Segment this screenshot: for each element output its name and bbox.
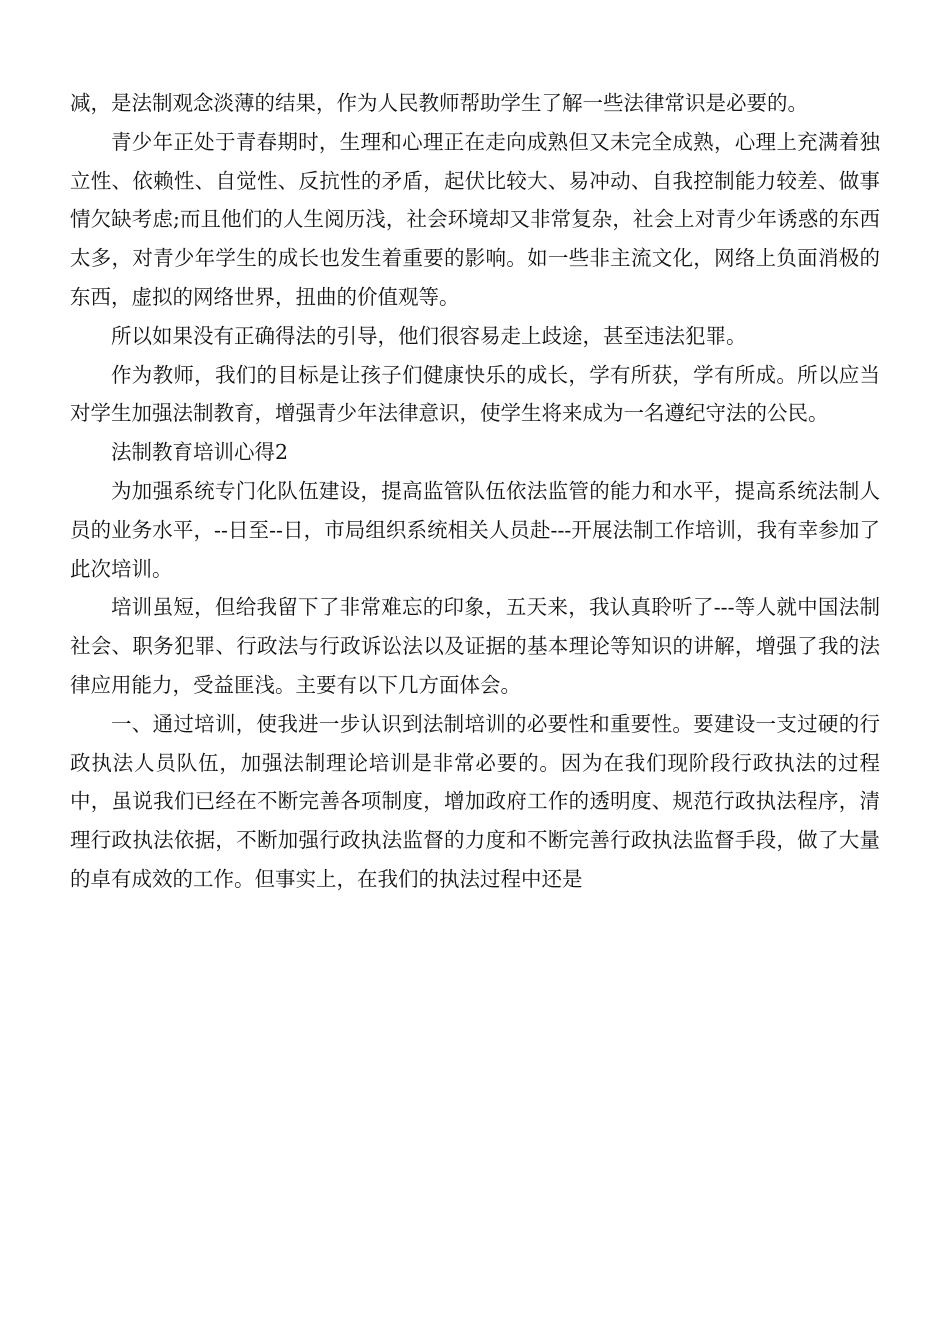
paragraph-continuation: 减，是法制观念淡薄的结果，作为人民教师帮助学生了解一些法律常识是必要的。 xyxy=(70,91,808,115)
paragraph-teacher-goal: 作为教师，我们的目标是让孩子们健康快乐的成长，学有所获，学有所成。所以应当对学生加强法制教育，增强青少年法律意识，使学生将来成为一名遵纪守法的公民。 xyxy=(70,362,880,426)
paragraph-training-intro: 为加强系统专门化队伍建设，提高监管队伍依法监管的能力和水平，提高系统法制人员的业务水平，--日至--日，市局组织系统相关人员赴---开展法制工作培训，我有幸参加了此次培训。 xyxy=(70,478,880,581)
document-page xyxy=(70,84,880,899)
paragraph-youth-psychology: 青少年正处于青春期时，生理和心理正在走向成熟但又未完全成熟，心理上充满着独立性、依赖性、自觉性、反抗性的矛盾，起伏比较大、易冲动、自我控制能力较差、做事情欠缺考虑;而且他们的人生阅历浅，社会环境却又非常复杂，社会上对青少年诱惑的东西太多，对青少年学生的成长也发生着重要的影响。如一些非主流文化，网络上负面消极的东西，虚拟的网络世界，扭曲的价值观等。 xyxy=(70,129,880,309)
section-heading: 法制教育培训心得2 xyxy=(111,440,289,465)
paragraph-point-one: 一、通过培训，使我进一步认识到法制培训的必要性和重要性。要建设一支过硬的行政执法人员队伍，加强法制理论培训是非常必要的。因为在我们现阶段行政执法的过程中，虽说我们已经在不断完善各项制度，增加政府工作的透明度、规范行政执法程序，清理行政执法依据，不断加强行政执法监督的力度和不断完善行政执法监督手段，做了大量的卓有成效的工作。但事实上，在我们的执法过程中还是 xyxy=(70,711,880,891)
paragraph-training-impression: 培训虽短，但给我留下了非常难忘的印象，五天来，我认真聆听了---等人就中国法制社会、职务犯罪、行政法与行政诉讼法以及证据的基本理论等知识的讲解，增强了我的法律应用能力，受益匪浅。主要有以下几方面体会。 xyxy=(70,595,880,697)
paragraph-guidance: 所以如果没有正确得法的引导，他们很容易走上歧途，甚至违法犯罪。 xyxy=(111,323,747,348)
